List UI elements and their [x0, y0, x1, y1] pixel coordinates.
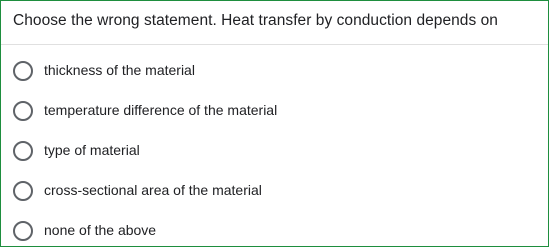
- radio-button-icon[interactable]: [13, 61, 33, 81]
- option-label: cross-sectional area of the material: [44, 182, 262, 198]
- options-list: [1, 51, 548, 251]
- option-label: temperature difference of the material: [44, 102, 278, 118]
- option-temperature-difference[interactable]: [1, 91, 548, 131]
- option-label: none of the above: [44, 222, 157, 238]
- radio-button-icon[interactable]: [13, 181, 33, 201]
- option-label: thickness of the material: [44, 62, 195, 78]
- radio-button-icon[interactable]: [13, 141, 33, 161]
- radio-button-icon[interactable]: [13, 101, 33, 121]
- divider: [1, 44, 548, 45]
- option-cross-sectional-area[interactable]: [1, 171, 548, 211]
- option-label: type of material: [44, 142, 140, 158]
- option-thickness[interactable]: [1, 51, 548, 91]
- option-none-of-the-above[interactable]: [1, 211, 548, 251]
- option-type-of-material[interactable]: [1, 131, 548, 171]
- radio-button-icon[interactable]: [13, 221, 33, 241]
- question-text: Choose the wrong statement. Heat transfer by conduction depends on: [13, 12, 498, 29]
